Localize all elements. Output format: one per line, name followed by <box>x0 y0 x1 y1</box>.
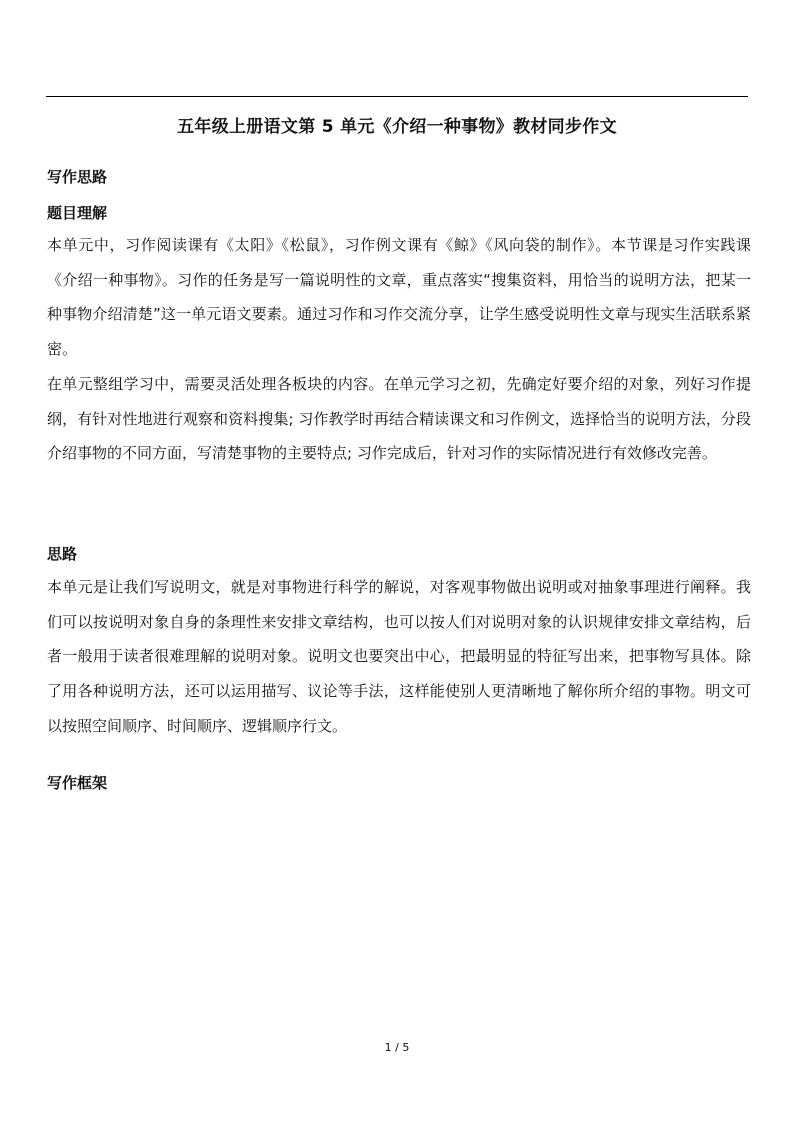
topic-understanding-heading: 题目理解 <box>47 204 108 222</box>
writing-idea-heading: 写作思路 <box>47 168 108 186</box>
topic-paragraph-1: 本单元中，习作阅读课有《太阳》《松鼠》，习作例文课有《鲸》《风向袋的制作》。本节课是习作实践课《介绍一种事物》。习作的任务是写一篇说明性的文章，重点落实“搜集资料，用恰当的说明方法，把某一种事物介绍清楚”这一单元语文要素。通过习作和习作交流分享，让学生感受说明性文章与现实生活联系紧密。 <box>47 236 751 359</box>
approach-paragraph: 本单元是让我们写说明文，就是对事物进行科学的解说，对客观事物做出说明或对抽象事理进行阐释。我们可以按说明对象自身的条理性来安排文章结构，也可以按人们对说明对象的认识规律安排文章结构，后者一般用于读者很难理解的说明对象。说明文也要突出中心，把最明显的特征写出来，把事物写具体。除了用各种说明方法，还可以运用描写、议论等手法，这样能使别人更清晰地了解你所介绍的事物。明文可以按照空间顺序、时间顺序、逻辑顺序行文。 <box>47 578 751 735</box>
approach-heading: 思路 <box>47 545 78 563</box>
document-title: 五年级上册语文第 5 单元《介绍一种事物》教材同步作文 <box>177 117 617 137</box>
framework-heading: 写作框架 <box>47 774 108 792</box>
topic-paragraph-2: 在单元整组学习中，需要灵活处理各板块的内容。在单元学习之初，先确定好要介绍的对象，列好习作提纲，有针对性地进行观察和资料搜集; 习作教学时再结合精读课文和习作例文，选择恰当的说明方法，分段介绍事物的不同方面，写清楚事物的主要特点; 习作完成后，针对习作的实际情况进行有效修改完善。 <box>47 375 751 463</box>
page-number: 1 / 5 <box>384 1041 410 1054</box>
header-rule <box>46 96 748 97</box>
